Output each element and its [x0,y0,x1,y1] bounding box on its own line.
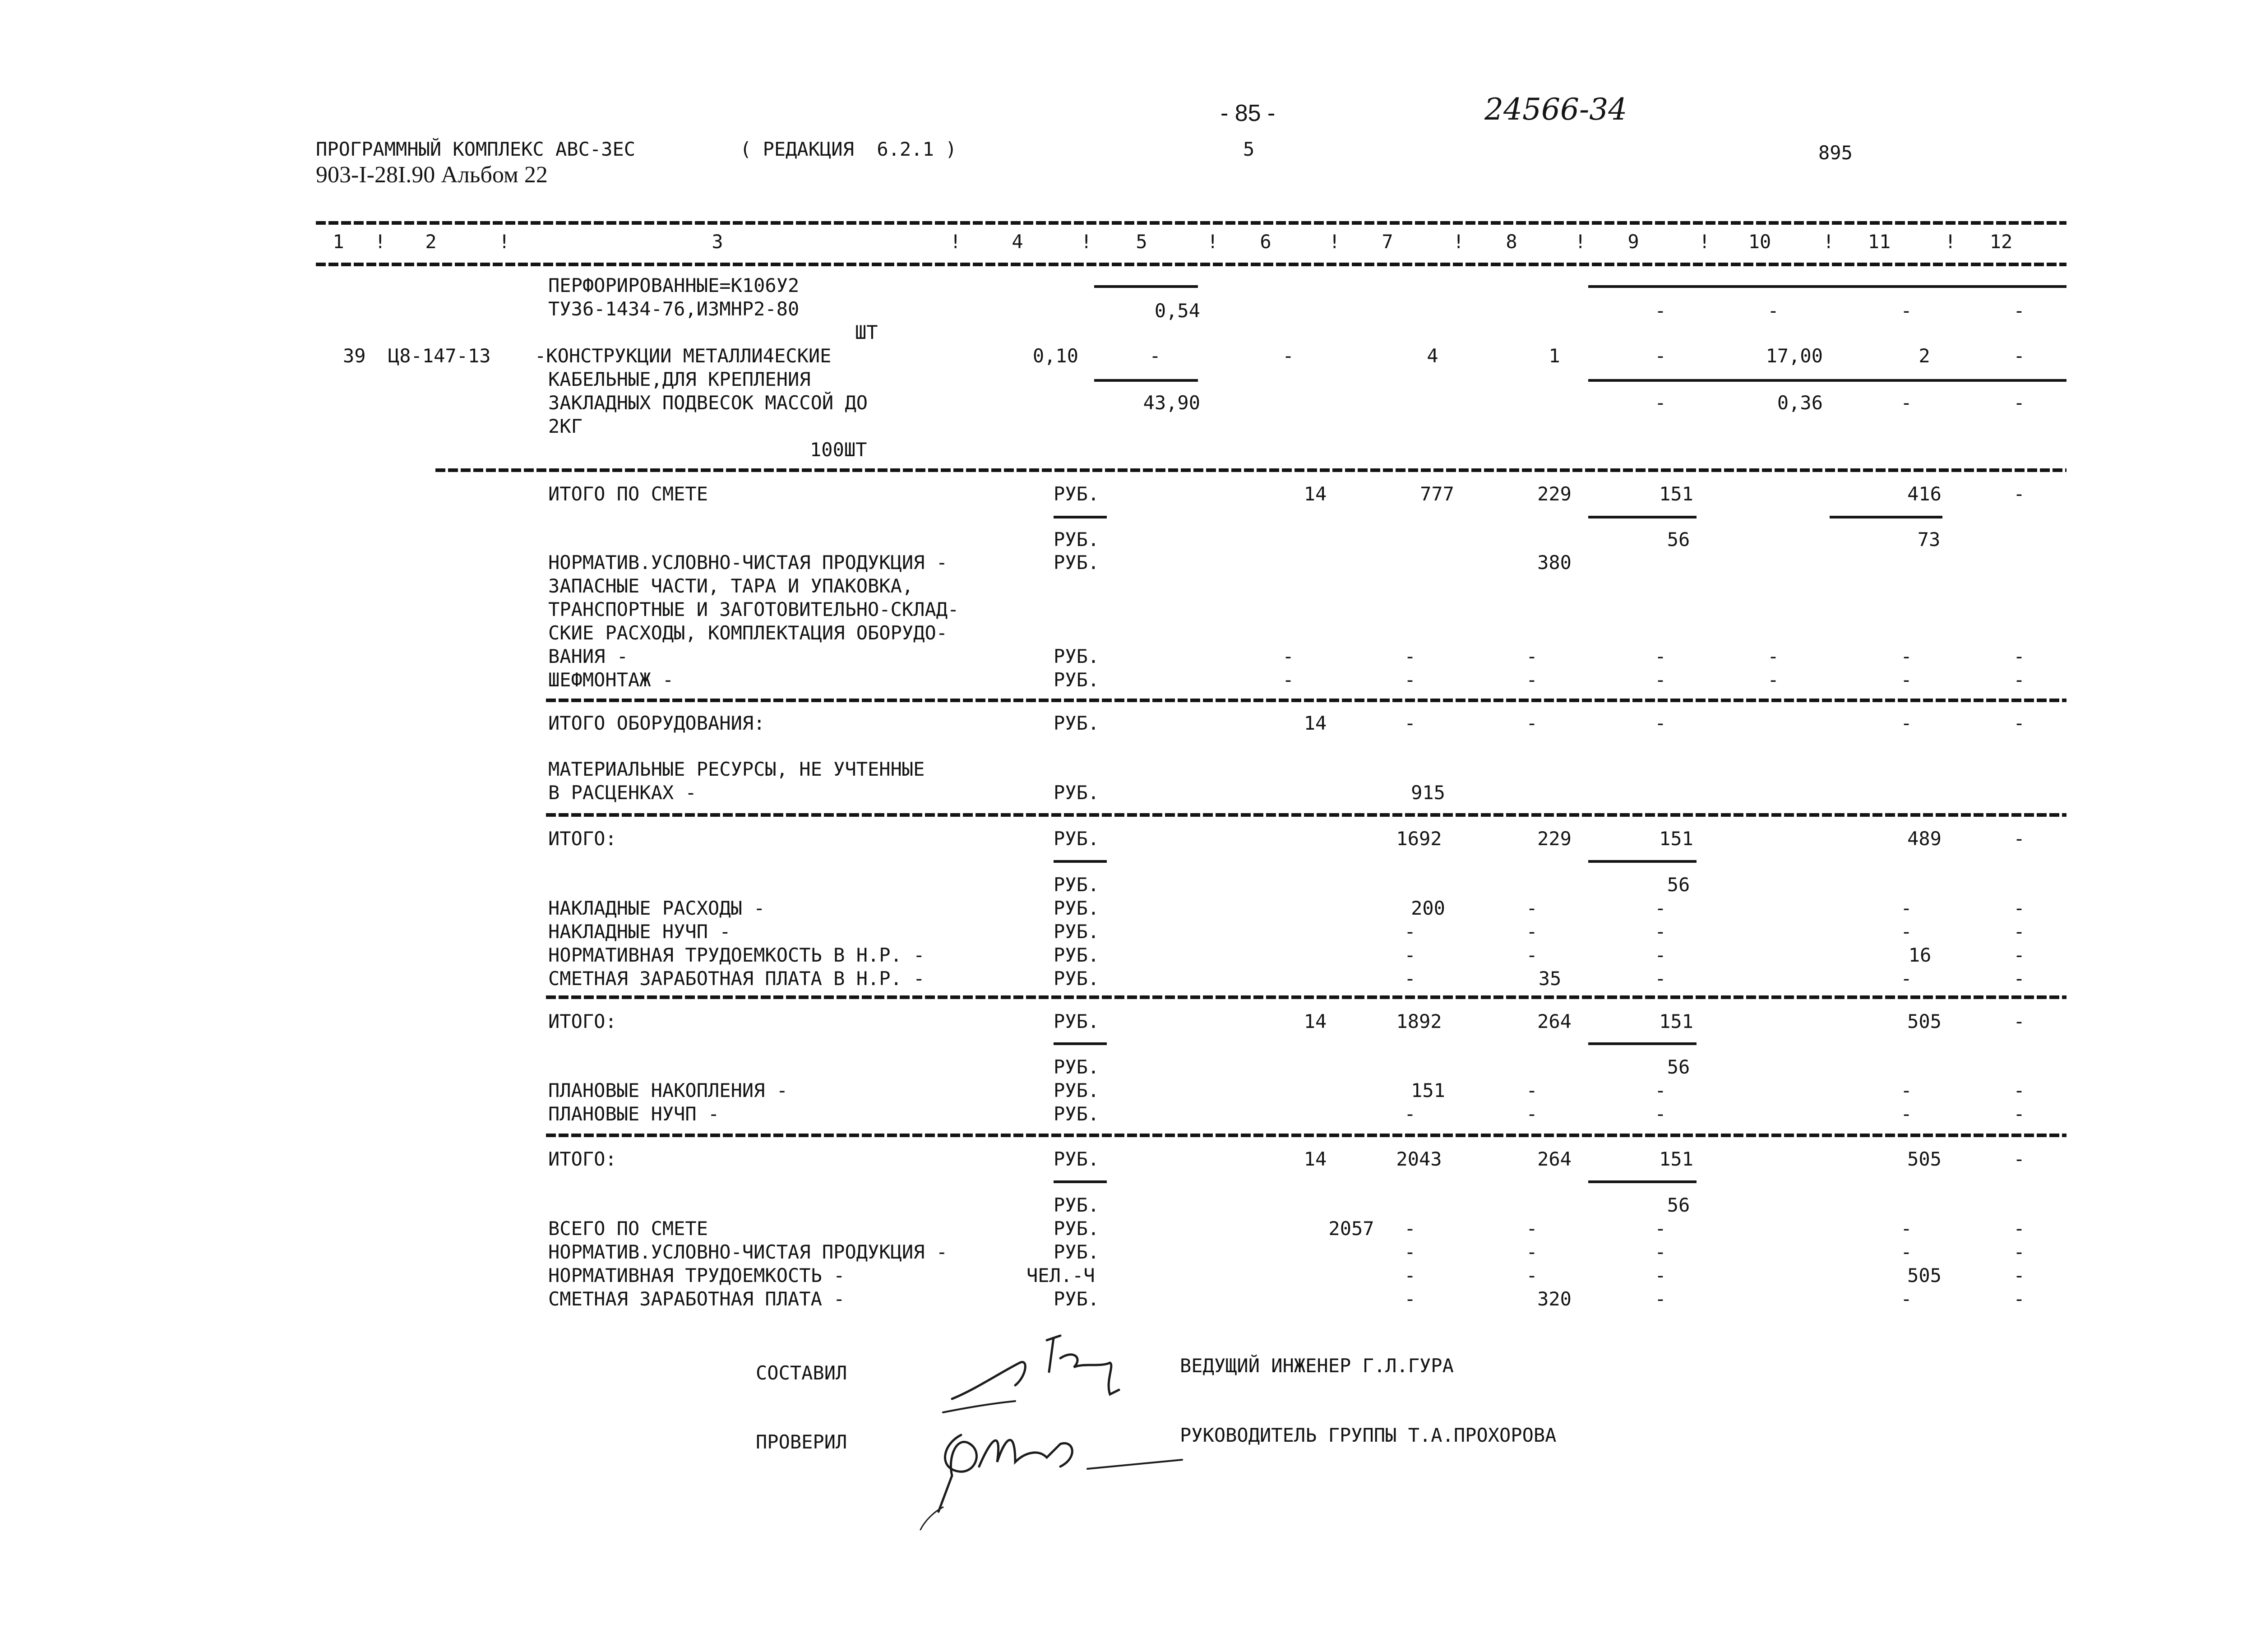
cell-value: 505 [1907,1264,1942,1286]
section-rule [546,813,2066,817]
item-description: ПЕРФОРИРОВАННЫЕ=К106У2 [548,274,800,296]
cell-value: - [1404,1264,1416,1286]
cell-value: 200 [1411,897,1445,919]
item-unit: ШТ [855,321,878,343]
cell-rule [1588,516,1697,518]
cell-value: - [1767,669,1779,691]
cell-value: - [1526,712,1538,734]
cell-value: - [1404,967,1416,990]
row-unit: РУБ. [1054,1079,1100,1101]
cell-value: 505 [1907,1010,1942,1032]
cell-value: 1692 [1396,828,1442,850]
column-header: 7 [1382,231,1393,253]
cell-value: - [2013,1103,2025,1125]
cell-value: 416 [1907,483,1942,505]
cell-value: 151 [1659,1010,1693,1032]
cell-value: - [1767,300,1779,322]
column-separator: ! [1453,231,1465,253]
program-title: ПРОГРАММНЫЙ КОМПЛЕКС АВС-3ЕС [316,138,636,160]
cell-value: - [1526,1264,1538,1286]
cell-value: 505 [1907,1148,1942,1170]
cell-value: - [1655,392,1666,414]
cell-value: - [1404,921,1416,943]
cell-value: - [2013,1217,2025,1240]
cell-value: - [1526,1217,1538,1240]
cell-value: 4 [1427,345,1438,367]
cell-value: - [1404,712,1416,734]
cell-value: - [1282,669,1294,691]
cell-value: - [2013,1288,2025,1310]
column-header: 6 [1260,231,1271,253]
cell-value: - [1900,921,1912,943]
cell-value: - [2013,669,2025,691]
table-top-rule [316,221,2066,225]
column-header: 3 [712,231,723,253]
cell-value: - [1526,944,1538,966]
cell-value: - [1404,944,1416,966]
row-label: НОРМАТИВ.УСЛОВНО-ЧИСТАЯ ПРОДУКЦИЯ - [548,1241,948,1263]
cell-value: - [1404,645,1416,667]
cell-value: - [1767,645,1779,667]
cell-rule [1830,516,1942,518]
cell-value: 14 [1304,1148,1327,1170]
cell-value: 777 [1420,483,1454,505]
cell-value: 14 [1304,1010,1327,1032]
row-unit: РУБ. [1054,1103,1100,1125]
cell-rule [1054,860,1107,863]
cell-value: 380 [1537,551,1572,574]
cell-value: 229 [1537,483,1572,505]
row-unit: РУБ. [1054,483,1100,505]
cell-value: 151 [1659,1148,1693,1170]
cell-value: - [1900,967,1912,990]
column-header: 11 [1868,231,1891,253]
cell-value: 14 [1304,712,1327,734]
cell-value: - [1900,1241,1912,1263]
cell-value: - [2013,1148,2025,1170]
cell-value: - [1900,392,1912,414]
cell-value: 56 [1667,874,1690,896]
cell-rule [1588,860,1697,863]
row-unit: РУБ. [1054,551,1100,574]
row-label: В РАСЦЕНКАХ - [548,782,697,804]
column-separator: ! [1575,231,1586,253]
row-label: ШЕФМОНТАЖ - [548,669,674,691]
cell-value: - [2013,967,2025,990]
item-unit: 100ШТ [810,439,867,461]
row-label: НАКЛАДНЫЕ РАСХОДЫ - [548,897,765,919]
column-header: 1 [333,231,344,253]
item-code: Ц8-147-13 [388,345,491,367]
cell-rule [1094,379,1198,382]
column-header: 9 [1627,231,1639,253]
section-rule [546,699,2066,702]
cell-value: - [2013,483,2025,505]
column-separator: ! [499,231,510,253]
cell-value: - [1282,345,1294,367]
cell-value: 56 [1667,1056,1690,1078]
column-separator: ! [1945,231,1956,253]
cell-value: - [1655,897,1666,919]
cell-value: - [1655,669,1666,691]
program-edition: ( РЕДАКЦИЯ 6.2.1 ) [740,138,957,160]
signature-composer [938,1331,1128,1421]
section-rule [546,1134,2066,1137]
cell-rule [1054,1042,1107,1045]
row-unit: РУБ. [1054,828,1100,850]
row-label: ИТОГО: [548,1010,617,1032]
row-unit: РУБ. [1054,669,1100,691]
row-unit: РУБ. [1054,897,1100,919]
item-description: КАБЕЛЬНЫЕ,ДЛЯ КРЕПЛЕНИЯ [548,368,811,390]
cell-value: - [1149,345,1161,367]
row-label: СМЕТНАЯ ЗАРАБОТНАЯ ПЛАТА В Н.Р. - [548,967,925,990]
cell-value: - [1900,669,1912,691]
cell-value: - [1655,1264,1666,1286]
cell-value: - [2013,944,2025,966]
section-rule [546,995,2066,999]
row-unit: РУБ. [1054,782,1100,804]
cell-value: - [1900,1079,1912,1101]
cell-value: - [1526,1079,1538,1101]
item-quantity: 0,10 [1032,345,1078,367]
row-unit: РУБ. [1054,1194,1100,1216]
cell-value: - [2013,1264,2025,1286]
item-description: -КОНСТРУКЦИИ МЕТАЛЛИ4ЕСКИЕ [535,345,832,367]
cell-value: - [1655,300,1666,322]
section-rule [435,468,2066,472]
cell-rule [1094,285,1198,288]
cell-value: - [1900,300,1912,322]
cell-value: - [2013,1010,2025,1032]
cell-value: - [2013,645,2025,667]
row-label: НАКЛАДНЫЕ НУЧП - [548,921,731,943]
cell-value: 1892 [1396,1010,1442,1032]
document-number-handwritten: 24566-34 [1484,92,1627,127]
item-number: 39 [343,345,366,367]
cell-value: - [1404,1241,1416,1263]
row-label: НОРМАТИВНАЯ ТРУДОЕМКОСТЬ В Н.Р. - [548,944,925,966]
cell-value: - [2013,1079,2025,1101]
cell-value: 56 [1667,1194,1690,1216]
cell-value: 56 [1667,528,1690,551]
code-right: 895 [1818,142,1853,164]
cell-value: - [2013,345,2025,367]
cell-value: - [1655,1217,1666,1240]
row-label: ИТОГО ОБОРУДОВАНИЯ: [548,712,765,734]
signature-checker [911,1417,1200,1534]
column-separator: ! [1329,231,1341,253]
cell-value: - [1900,645,1912,667]
cell-value: - [1900,1217,1912,1240]
cell-value: 16 [1908,944,1932,966]
cell-value: 2043 [1396,1148,1442,1170]
cell-value: - [1526,669,1538,691]
cell-value: - [1526,921,1538,943]
row-unit: ЧЕЛ.-Ч [1026,1264,1095,1286]
cell-rule [1588,379,2066,382]
row-label: ПЛАНОВЫЕ НУЧП - [548,1103,720,1125]
row-unit: РУБ. [1054,921,1100,943]
cell-value: 0,36 [1777,392,1823,414]
cell-value: - [1655,1103,1666,1125]
cell-value: - [1655,921,1666,943]
cell-value: - [1526,1103,1538,1125]
cell-value: 151 [1659,828,1693,850]
composed-label: СОСТАВИЛ [756,1362,847,1384]
cell-value: - [2013,300,2025,322]
cell-value: 151 [1411,1079,1445,1101]
cell-value: - [1655,967,1666,990]
cell-value: - [2013,392,2025,414]
column-header: 8 [1506,231,1517,253]
row-label: СМЕТНАЯ ЗАРАБОТНАЯ ПЛАТА - [548,1288,845,1310]
column-separator: ! [1207,231,1219,253]
cell-value: - [2013,921,2025,943]
header-bottom-rule [316,263,2066,266]
grand-total-value: 2057 [1328,1217,1374,1240]
column-header: 10 [1748,231,1771,253]
cell-value: - [1526,645,1538,667]
row-label: ПЛАНОВЫЕ НАКОПЛЕНИЯ - [548,1079,788,1101]
row-unit: РУБ. [1054,528,1100,551]
row-label: ИТОГО: [548,828,617,850]
row-unit: РУБ. [1054,874,1100,896]
cell-value: - [1655,1079,1666,1101]
row-unit: РУБ. [1054,712,1100,734]
cell-value: - [1655,944,1666,966]
item-description: ТУ36-1434-76,ИЗМНР2-80 [548,298,800,320]
row-label: ИТОГО: [548,1148,617,1170]
cell-value: 1 [1549,345,1560,367]
cell-value: - [1900,1103,1912,1125]
checked-name: РУКОВОДИТЕЛЬ ГРУППЫ Т.А.ПРОХОРОВА [1180,1424,1557,1446]
cell-value: 320 [1537,1288,1572,1310]
cell-value: - [1655,645,1666,667]
cell-value: 35 [1538,967,1562,990]
row-unit: РУБ. [1054,944,1100,966]
column-separator: ! [1081,231,1092,253]
cell-value: - [1900,1288,1912,1310]
cell-value: - [1404,1217,1416,1240]
row-label: ВАНИЯ - [548,645,629,667]
row-label: НОРМАТИВНАЯ ТРУДОЕМКОСТЬ - [548,1264,845,1286]
cell-value: 489 [1907,828,1942,850]
cell-value: - [2013,828,2025,850]
row-unit: РУБ. [1054,967,1100,990]
cell-value: - [1655,1288,1666,1310]
cell-value: - [1526,1241,1538,1263]
cell-value: 0,54 [1154,300,1200,322]
cell-rule [1588,1180,1697,1183]
cell-value: - [1526,897,1538,919]
column-header: 12 [1989,231,2013,253]
cell-value: - [1655,1241,1666,1263]
cell-value: 17,00 [1766,345,1823,367]
row-label: ТРАНСПОРТНЫЕ И ЗАГОТОВИТЕЛЬНО-СКЛАД- [548,598,959,620]
row-label: НОРМАТИВ.УСЛОВНО-ЧИСТАЯ ПРОДУКЦИЯ - [548,551,948,574]
cell-rule [1588,1042,1697,1045]
cell-value: 264 [1537,1148,1572,1170]
sheet-number: 5 [1243,138,1255,160]
row-unit: РУБ. [1054,645,1100,667]
row-label: МАТЕРИАЛЬНЫЕ РЕСУРСЫ, НЕ УЧТЕННЫЕ [548,758,925,780]
cell-value: - [2013,712,2025,734]
item-description: 2КГ [548,415,582,437]
row-label: ВСЕГО ПО СМЕТЕ [548,1217,708,1240]
cell-value: 2 [1919,345,1930,367]
cell-value: - [1900,897,1912,919]
cell-rule [1054,516,1107,518]
cell-value: - [1900,712,1912,734]
cell-value: 43,90 [1143,392,1200,414]
project-title: 903-I-28I.90 Альбом 22 [316,162,548,188]
row-unit: РУБ. [1054,1148,1100,1170]
item-description: ЗАКЛАДНЫХ ПОДВЕСОК МАССОЙ ДО [548,392,868,414]
cell-value: - [1404,1103,1416,1125]
cell-value: - [2013,1241,2025,1263]
column-separator: ! [1823,231,1835,253]
column-separator: ! [950,231,962,253]
composed-name: ВЕДУЩИЙ ИНЖЕНЕР Г.Л.ГУРА [1180,1355,1454,1377]
cell-rule [1054,1180,1107,1183]
cell-value: 151 [1659,483,1693,505]
row-label: ИТОГО ПО СМЕТЕ [548,483,708,505]
cell-value: - [2013,897,2025,919]
cell-value: - [1404,669,1416,691]
cell-value: 73 [1917,528,1941,551]
row-unit: РУБ. [1054,1010,1100,1032]
column-header: 4 [1012,231,1023,253]
cell-value: 915 [1411,782,1445,804]
cell-value: - [1655,712,1666,734]
row-unit: РУБ. [1054,1288,1100,1310]
row-label: ЗАПАСНЫЕ ЧАСТИ, ТАРА И УПАКОВКА, [548,575,914,597]
checked-label: ПРОВЕРИЛ [756,1431,847,1453]
column-header: 5 [1136,231,1147,253]
row-label: СКИЕ РАСХОДЫ, КОМПЛЕКТАЦИЯ ОБОРУДО- [548,622,948,644]
cell-rule [1588,285,2066,288]
page-number: - 85 - [1220,100,1276,126]
column-header: 2 [425,231,437,253]
cell-value: 14 [1304,483,1327,505]
row-unit: РУБ. [1054,1056,1100,1078]
cell-value: - [1282,645,1294,667]
cell-value: - [1404,1288,1416,1310]
row-unit: РУБ. [1054,1217,1100,1240]
column-separator: ! [1699,231,1710,253]
cell-value: - [1655,345,1666,367]
cell-value: 264 [1537,1010,1572,1032]
row-unit: РУБ. [1054,1241,1100,1263]
cell-value: 229 [1537,828,1572,850]
column-separator: ! [374,231,386,253]
